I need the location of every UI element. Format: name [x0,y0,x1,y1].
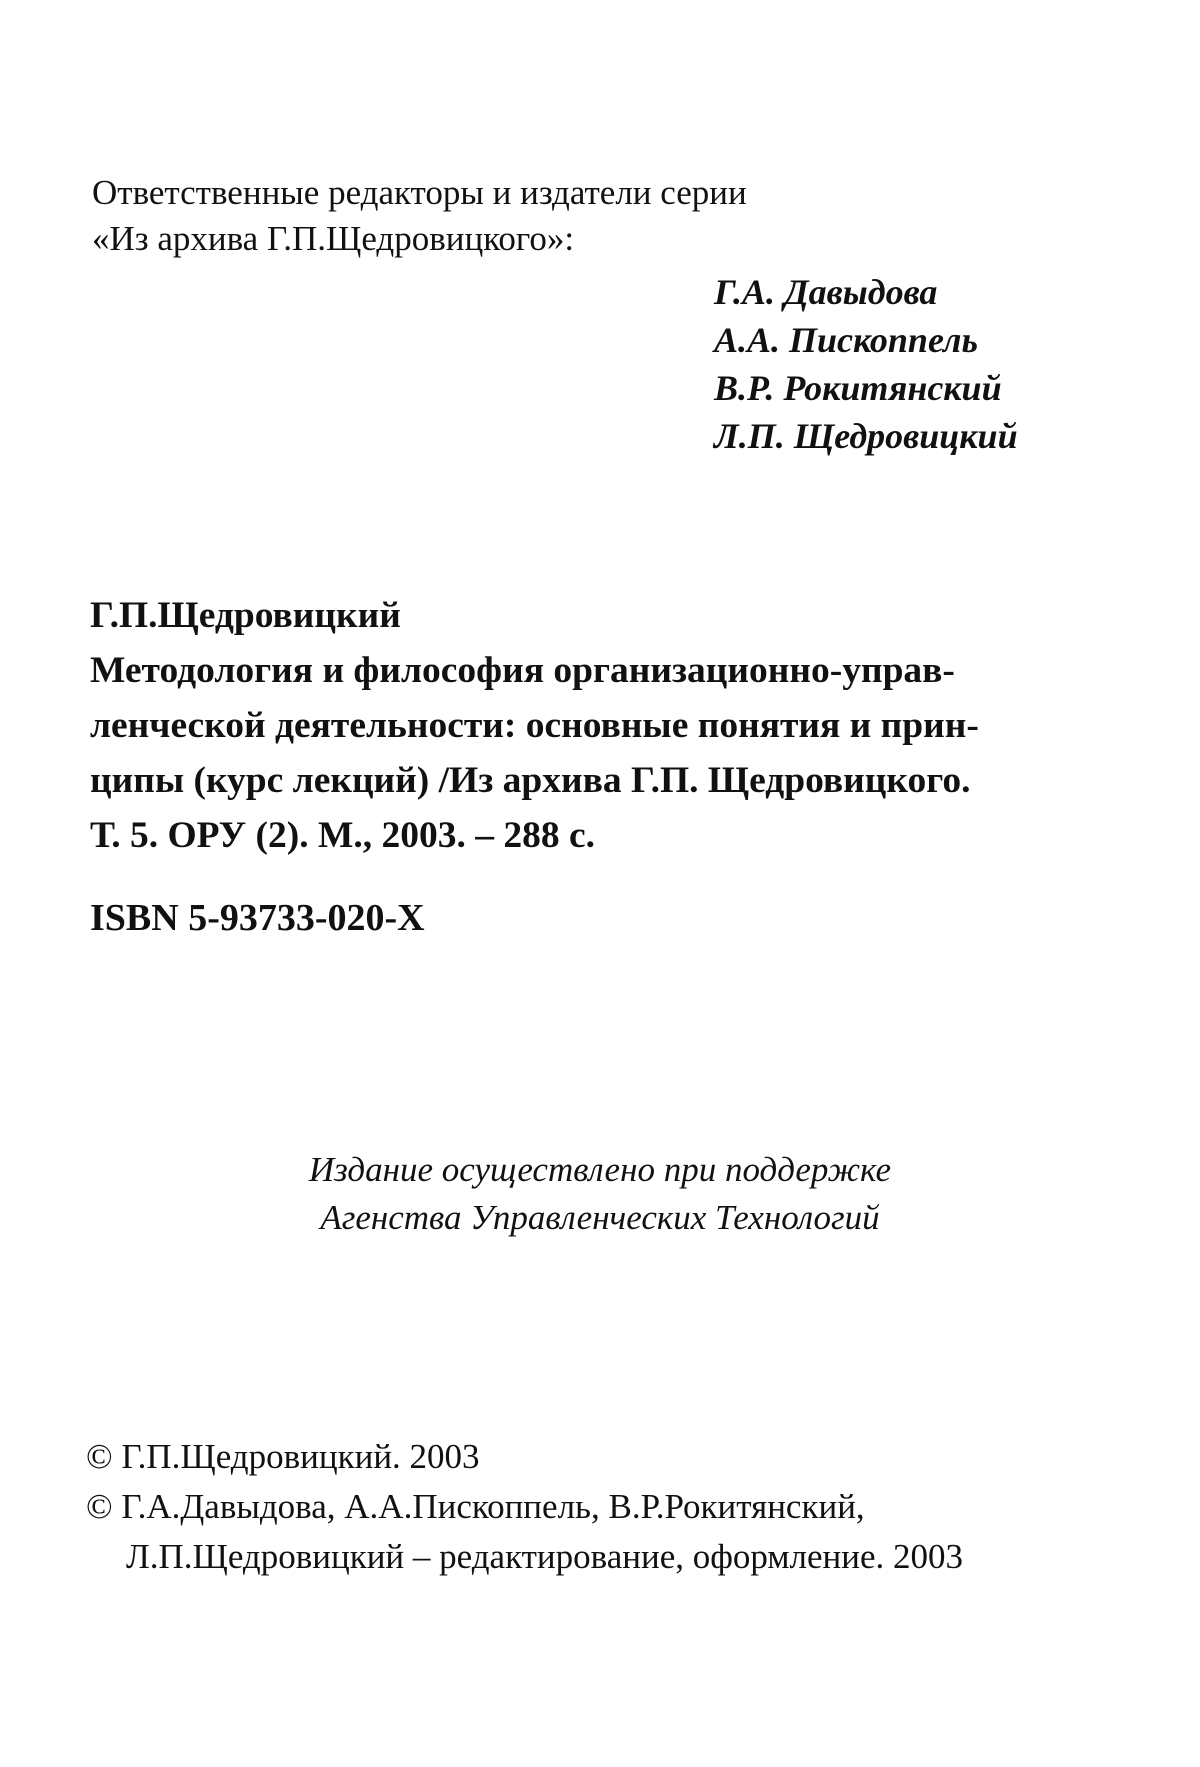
series-editors-intro [92,170,747,262]
editor-name: А.А. Пископпель [714,320,978,360]
copyright-line-editors: © Г.А.Давыдова, А.А.Пископпель, В.Р.Рокитянский, [86,1487,865,1526]
series-editors-intro-line-1: Ответственные редакторы и издатели серии [92,173,747,212]
bibliographic-record [90,588,979,863]
editor-name: Г.А. Давыдова [714,272,938,312]
series-editors-list [714,268,1018,460]
copyright-line-editing: Л.П.Щедровицкий – редактирование, оформление. 2003 [126,1537,964,1576]
support-note-line-1: Издание осуществлено при поддержке [308,1150,892,1189]
editor-name: В.Р. Рокитянский [714,368,1002,408]
book-title-line: Методология и философия организационно-управ- [90,650,955,691]
book-author: Г.П.Щедровицкий [90,595,401,636]
copyright-line-author: © Г.П.Щедровицкий. 2003 [86,1437,480,1476]
isbn: ISBN 5-93733-020-X [90,897,425,939]
book-title-line: ципы (курс лекций) /Из архива Г.П. Щедровицкого. [90,760,971,801]
series-editors-intro-line-2: «Из архива Г.П.Щедровицкого»: [92,219,575,258]
copyright-block [86,1432,963,1582]
editor-name: Л.П. Щедровицкий [714,416,1018,456]
book-title-line: Т. 5. ОРУ (2). М., 2003. – 288 с. [90,815,596,856]
book-title-line: ленческой деятельности: основные понятия и прин- [90,705,979,746]
publication-support-note [0,1146,1200,1242]
support-note-line-2: Агенства Управленческих Технологий [320,1198,880,1237]
